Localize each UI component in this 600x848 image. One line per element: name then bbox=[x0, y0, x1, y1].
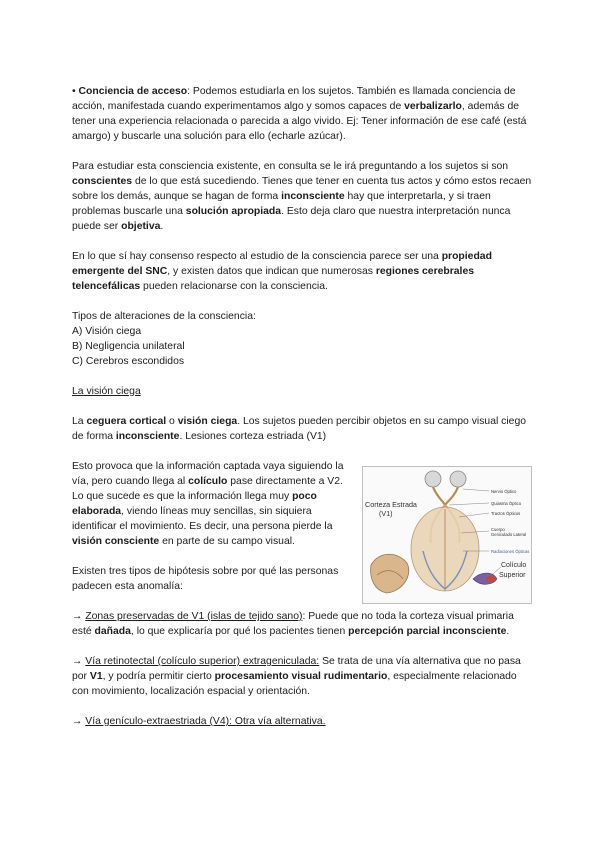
visual-pathway-illustration bbox=[363, 467, 531, 603]
hypothesis-2 bbox=[72, 654, 532, 699]
right-eye-icon bbox=[450, 471, 466, 487]
visual-pathway-figure bbox=[362, 466, 532, 604]
optic-nerve-shape bbox=[433, 487, 458, 505]
paragraph-conciencia-acceso bbox=[72, 84, 532, 144]
arrow-icon: → bbox=[72, 611, 86, 622]
leader-line bbox=[449, 503, 489, 505]
hypothesis-title: Vía retinotectal (colículo superior) extrageniculada: bbox=[85, 656, 320, 667]
term-conscientes: conscientes bbox=[72, 176, 133, 187]
list-item-a: A) Visión ciega bbox=[72, 326, 142, 337]
leader-line bbox=[463, 489, 489, 491]
term-coliculo: colículo bbox=[188, 476, 228, 487]
text: En lo que sí hay consenso respecto al estudio de la consciencia parece ser una bbox=[72, 251, 442, 262]
term-solucion: solución apropiada bbox=[185, 206, 282, 217]
text: . Esto deja claro que nuestra interpretación nunca puede ser bbox=[72, 206, 511, 232]
text: . bbox=[160, 221, 164, 232]
document-body bbox=[72, 84, 532, 729]
heading-text: La visión ciega bbox=[72, 386, 141, 397]
label-quiasma: Quiasma Óptico bbox=[491, 501, 522, 506]
label-tractos: Tractos Ópticos bbox=[491, 511, 521, 516]
text: , lo que explicaría por qué los pacientes tienen bbox=[130, 626, 349, 637]
text: o bbox=[166, 416, 178, 427]
term-regiones: regiones cerebrales telencefálicas bbox=[72, 266, 475, 292]
left-eye-icon bbox=[425, 471, 441, 487]
arrow-icon: → bbox=[72, 716, 86, 727]
term-vision-consciente: visión consciente bbox=[72, 536, 160, 547]
list-item-b: B) Negligencia unilateral bbox=[72, 341, 185, 352]
text: , viendo líneas muy sencillas, sin siquiera identificar el movimiento. Es decir, una persona pierde la bbox=[72, 506, 333, 532]
cortex-section-shape bbox=[371, 554, 409, 593]
text: La bbox=[72, 416, 87, 427]
text: en parte de su campo visual. bbox=[159, 536, 295, 547]
paragraph-provoca bbox=[72, 459, 350, 549]
bullet: • bbox=[72, 86, 76, 97]
label-corteza: Corteza Estrada bbox=[365, 500, 417, 509]
arrow-icon: → bbox=[72, 656, 86, 667]
paragraph-hipotesis: Existen tres tipos de hipótesis sobre por qué las personas padecen esta anomalía: bbox=[72, 566, 339, 592]
text: , además de tener una experiencia relacionada o parecida a algo vivido. Ej: Tener información de ese café (está amargo) y buscarle una solución para ello (echarle azúcar). bbox=[72, 101, 527, 142]
term-conciencia-acceso: Conciencia de acceso bbox=[78, 86, 188, 97]
paragraph-estudio bbox=[72, 159, 532, 234]
hypothesis-title: Zonas preservadas de V1 (islas de tejido sano) bbox=[85, 611, 303, 622]
hypothesis-title: Vía genículo-extraestriada (V4): Otra vía alternativa. bbox=[85, 716, 326, 727]
list-item-c: C) Cerebros escondidos bbox=[72, 356, 185, 367]
term-v1: V1 bbox=[89, 671, 103, 682]
text: : Puede que no toda la corteza visual primaria esté bbox=[72, 611, 514, 637]
paragraph-ceguera bbox=[72, 414, 532, 444]
text: Esto provoca que la información captada vaya siguiendo la vía, pero cuando llega al bbox=[72, 461, 344, 487]
text: . Los sujetos pueden percibir objetos en su campo visual ciego de forma bbox=[72, 416, 527, 442]
text: de lo que está sucediendo. Tienes que tener en cuenta tus actos y cómo estos recaen sobre los demás, aunque se hagan de forma bbox=[72, 176, 532, 202]
text: , y podría permitir cierto bbox=[102, 671, 215, 682]
term-inconsciente: inconsciente bbox=[281, 191, 345, 202]
text: Para estudiar esta consciencia existente, en consulta se le irá preguntando a los sujetos si son bbox=[72, 161, 509, 172]
label-cuerpo: Cuerpo bbox=[491, 527, 505, 532]
text: . Lesiones corteza estriada (V1) bbox=[179, 431, 327, 442]
text: pase directamente a V2. Lo que sucede es que la información llega muy bbox=[72, 476, 343, 502]
text: Se trata de una vía alternativa que no pasa por bbox=[72, 656, 521, 682]
text: , y existen datos que indican que numerosas bbox=[167, 266, 376, 277]
hypothesis-3 bbox=[72, 714, 532, 729]
list-title: Tipos de alteraciones de la consciencia: bbox=[72, 311, 256, 322]
term-vision-ciega: visión ciega bbox=[177, 416, 238, 427]
text: hay que interpretarla, y si traen problemas buscarle una bbox=[72, 191, 491, 217]
term-ceguera: ceguera cortical bbox=[86, 416, 167, 427]
label-superior: Superior bbox=[499, 572, 526, 579]
section-heading bbox=[72, 384, 532, 399]
hypothesis-1 bbox=[72, 609, 532, 639]
text: . bbox=[506, 626, 510, 637]
term-poco-elaborada: poco elaborada bbox=[72, 491, 317, 517]
label-nervio: Nervio Óptico bbox=[491, 489, 517, 494]
term-danada: dañada bbox=[94, 626, 131, 637]
label-geniculado: Geniculado Lateral bbox=[491, 532, 527, 537]
label-radiaciones: Radiaciones Ópticas bbox=[491, 549, 530, 554]
text: : Podemos estudiarla en los sujetos. También es llamada conciencia de acción, manifestada cuando experimentamos algo y somos capaces de bbox=[72, 86, 516, 112]
term-inconsciente: inconsciente bbox=[115, 431, 180, 442]
label-v1: (V1) bbox=[379, 509, 393, 518]
text: , especialmente relacionado con movimiento, localización espacial y orientación. bbox=[72, 671, 517, 697]
label-coliculo: Colículo bbox=[501, 562, 527, 569]
term-percepcion: percepción parcial inconsciente bbox=[348, 626, 507, 637]
term-procesamiento: procesamiento visual rudimentario bbox=[214, 671, 388, 682]
term-propiedad: propiedad emergente del SNC bbox=[72, 251, 492, 277]
term-objetiva: objetiva bbox=[121, 221, 161, 232]
term-verbalizarlo: verbalizarlo bbox=[404, 101, 462, 112]
paragraph-consenso bbox=[72, 249, 532, 294]
text: pueden relacionarse con la consciencia. bbox=[140, 281, 328, 292]
